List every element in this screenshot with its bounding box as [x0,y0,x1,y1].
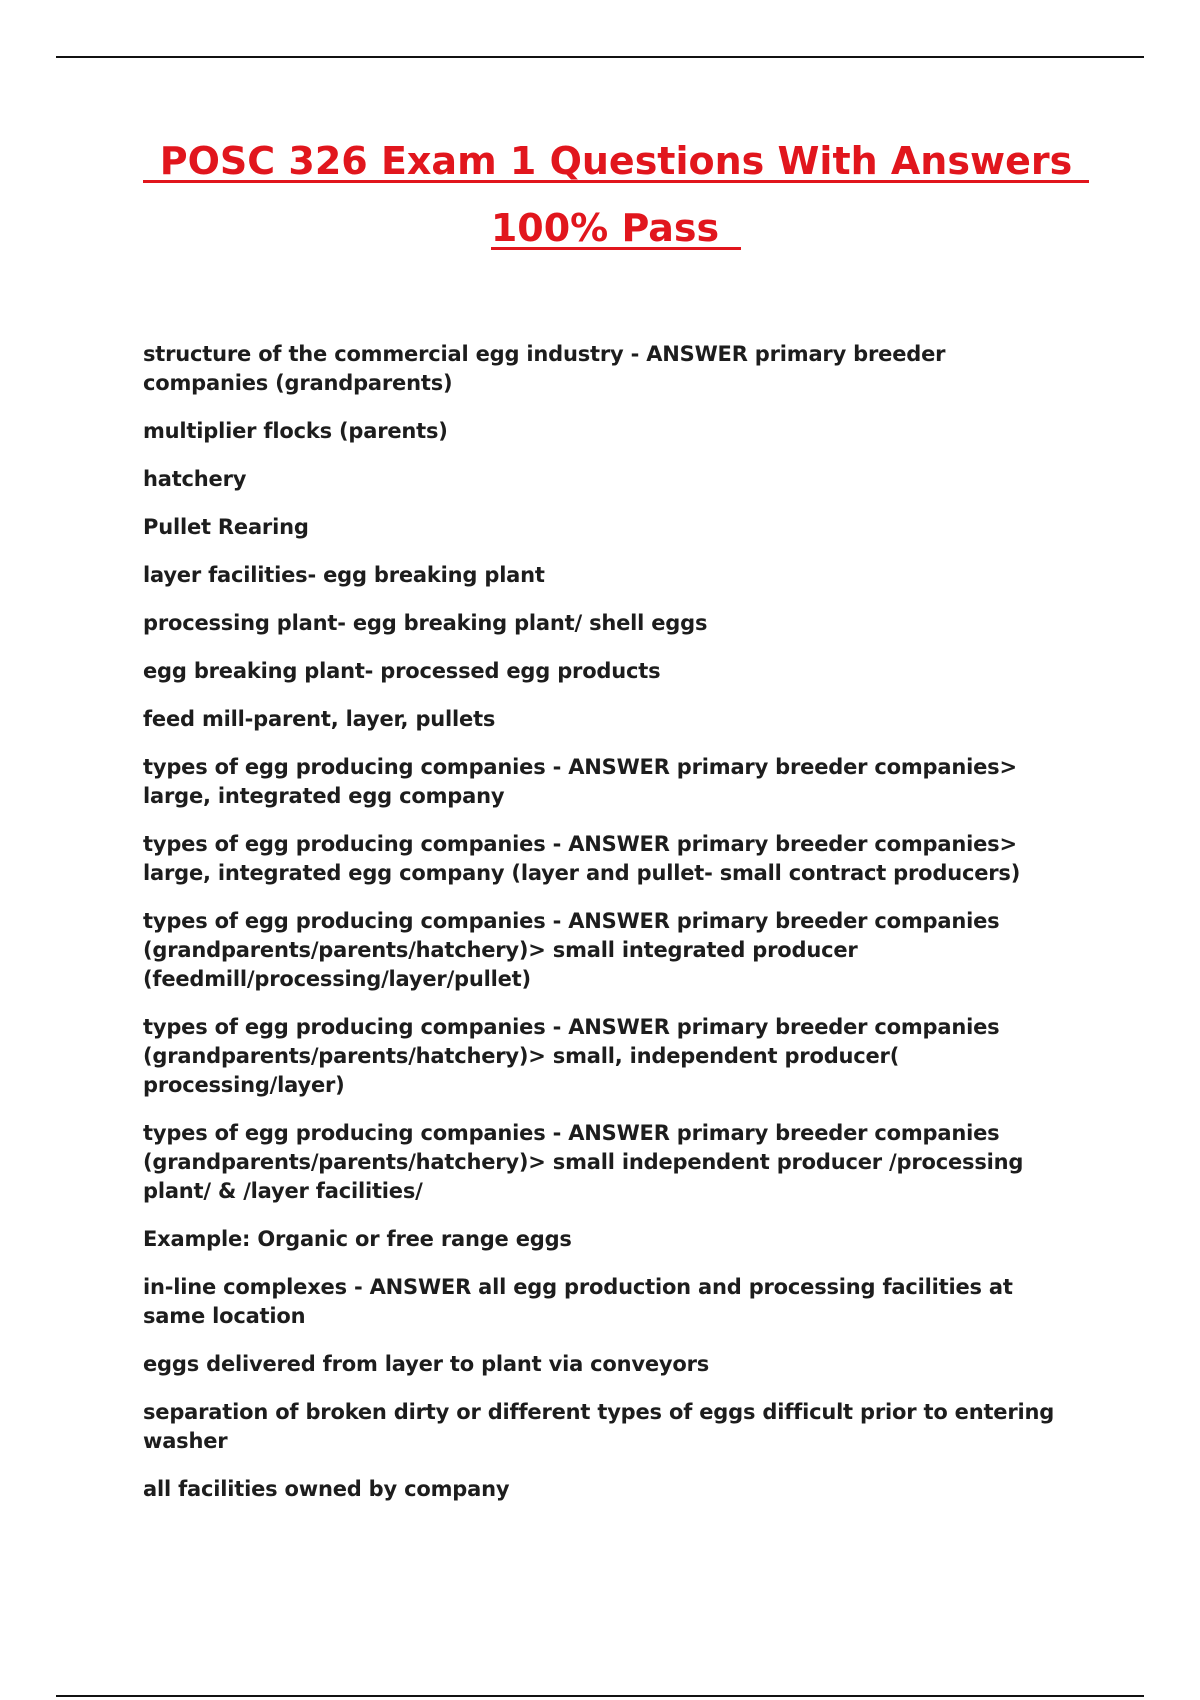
paragraph: types of egg producing companies - ANSWER primary breeder companies> large, integrated egg company [143,755,1017,808]
paragraph: egg breaking plant- processed egg products [143,659,661,683]
paragraph: hatchery [143,467,247,491]
title-line-1: POSC 326 Exam 1 Questions With Answers [143,142,1089,183]
paragraph: multiplier flocks (parents) [143,419,448,443]
bottom-rule [56,1695,1144,1697]
paragraph: processing plant- egg breaking plant/ shell eggs [143,611,708,635]
paragraph: types of egg producing companies - ANSWER primary breeder companies> large, integrated egg company (layer and pullet- small contract producers) [143,832,1021,885]
paragraph: eggs delivered from layer to plant via conveyors [143,1352,710,1376]
paragraph: types of egg producing companies - ANSWER primary breeder companies (grandparents/parents/hatchery)> small, independent producer( processing/layer) [143,1015,1000,1097]
document-title [143,139,1089,250]
paragraph: types of egg producing companies - ANSWER primary breeder companies (grandparents/parents/hatchery)> small integrated producer (feedmill/processing/layer/pullet) [143,909,1000,991]
paragraph: all facilities owned by company [143,1477,510,1501]
paragraph: separation of broken dirty or different types of eggs difficult prior to entering washer [143,1400,1055,1453]
paragraph: structure of the commercial egg industry - ANSWER primary breeder companies (grandparents) [143,342,946,395]
paragraph: Pullet Rearing [143,515,309,539]
paragraph: layer facilities- egg breaking plant [143,563,545,587]
paragraph: feed mill-parent, layer, pullets [143,707,496,731]
document-body [143,340,1063,1523]
title-line-2: 100% Pass [491,209,741,250]
paragraph: Example: Organic or free range eggs [143,1227,572,1251]
paragraph: types of egg producing companies - ANSWER primary breeder companies (grandparents/parents/hatchery)> small independent producer /processing plant/ & /layer facilities/ [143,1121,1024,1203]
top-rule [56,56,1144,58]
paragraph: in-line complexes - ANSWER all egg production and processing facilities at same location [143,1275,1013,1328]
